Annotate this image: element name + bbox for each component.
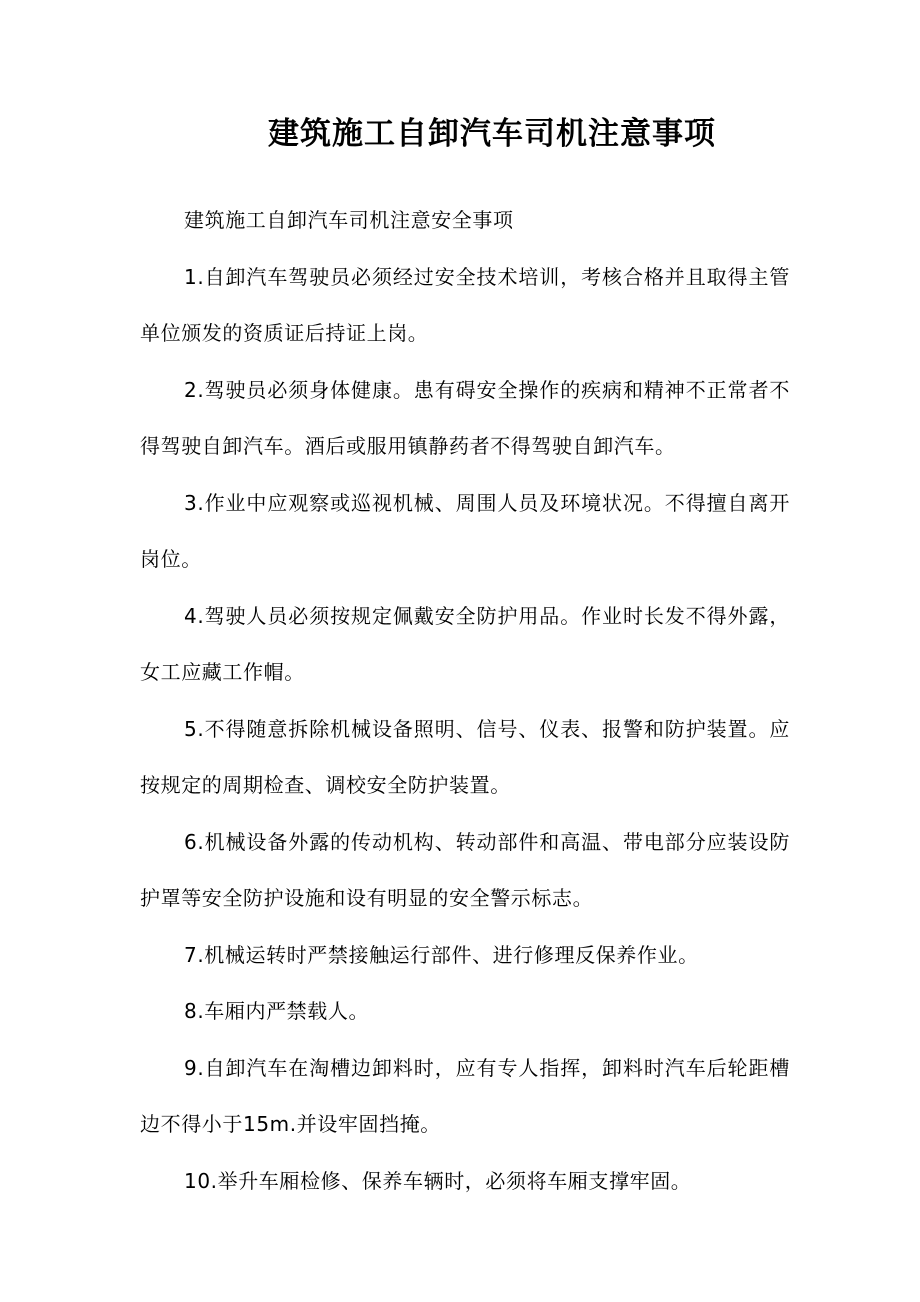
safety-item-8: 8.车厢内严禁载人。 <box>184 999 370 1023</box>
safety-item-3: 3.作业中应观察或巡视机械、周围人员及环境状况。不得擅自离开岗位。 <box>140 490 790 571</box>
safety-item-7: 7.机械运转时严禁接触运行部件、进行修理反保养作业。 <box>184 942 699 967</box>
safety-item-1: 1.自卸汽车驾驶员必须经过安全技术培训，考核合格并且取得主管单位颁发的资质证后持证上岗。 <box>140 264 790 345</box>
document-subtitle: 建筑施工自卸汽车司机注意安全事项 <box>184 208 514 232</box>
safety-item-6: 6.机械设备外露的传动机构、转动部件和高温、带电部分应装设防护罩等安全防护设施和设有明显的安全警示标志。 <box>140 829 790 910</box>
document-body <box>140 192 790 1209</box>
safety-item-4: 4.驾驶人员必须按规定佩戴安全防护用品。作业时长发不得外露，女工应藏工作帽。 <box>140 603 790 684</box>
document-title: 建筑施工自卸汽车司机注意事项 <box>268 116 716 152</box>
safety-item-9: 9.自卸汽车在淘槽边卸料时，应有专人指挥，卸料时汽车后轮距槽边不得小于15m.并设牢固挡掩。 <box>140 1055 790 1136</box>
safety-item-10: 10.举升车厢检修、保养车辆时，必须将车厢支撑牢固。 <box>184 1168 692 1193</box>
safety-item-2: 2.驾驶员必须身体健康。患有碍安全操作的疾病和精神不正常者不得驾驶自卸汽车。酒后或服用镇静药者不得驾驶自卸汽车。 <box>140 377 790 458</box>
safety-item-5: 5.不得随意拆除机械设备照明、信号、仪表、报警和防护装置。应按规定的周期检查、调校安全防护装置。 <box>140 716 790 797</box>
